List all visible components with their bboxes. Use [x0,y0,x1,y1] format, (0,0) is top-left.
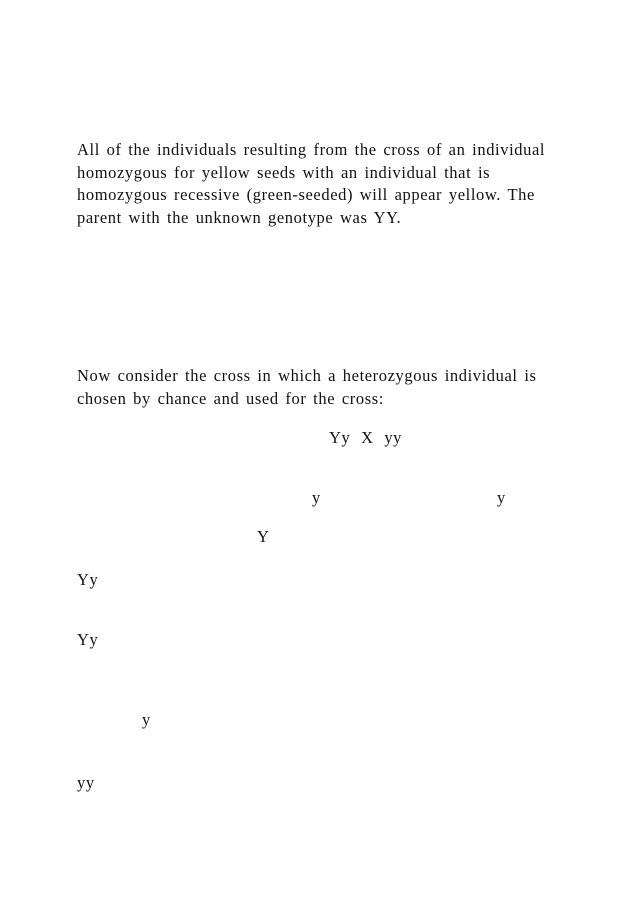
punnett-cell: yy [77,773,95,792]
punnett-cell: Yy [77,630,99,649]
paragraph-heterozygous-cross [77,365,557,410]
punnett-column-allele: y [312,488,321,507]
text-line: parent with the unknown genotype was YY. [77,207,402,227]
punnett-cell: Yy [77,570,99,589]
paragraph-result-homozygous [77,139,557,229]
text-line: chosen by chance and used for the cross: [77,388,384,408]
text-line: homozygous recessive (green-seeded) will appear yellow. The [77,185,535,204]
punnett-row-allele: Y [257,527,270,546]
text-line: Now consider the cross in which a heterozygous individual is [77,366,537,385]
cross-label: Yy X yy [329,428,403,447]
punnett-column-allele: y [497,488,506,507]
punnett-row-allele: y [142,710,151,729]
text-line: homozygous for yellow seeds with an individual that is [77,162,491,182]
text-line: All of the individuals resulting from the cross of an individual [77,140,546,159]
